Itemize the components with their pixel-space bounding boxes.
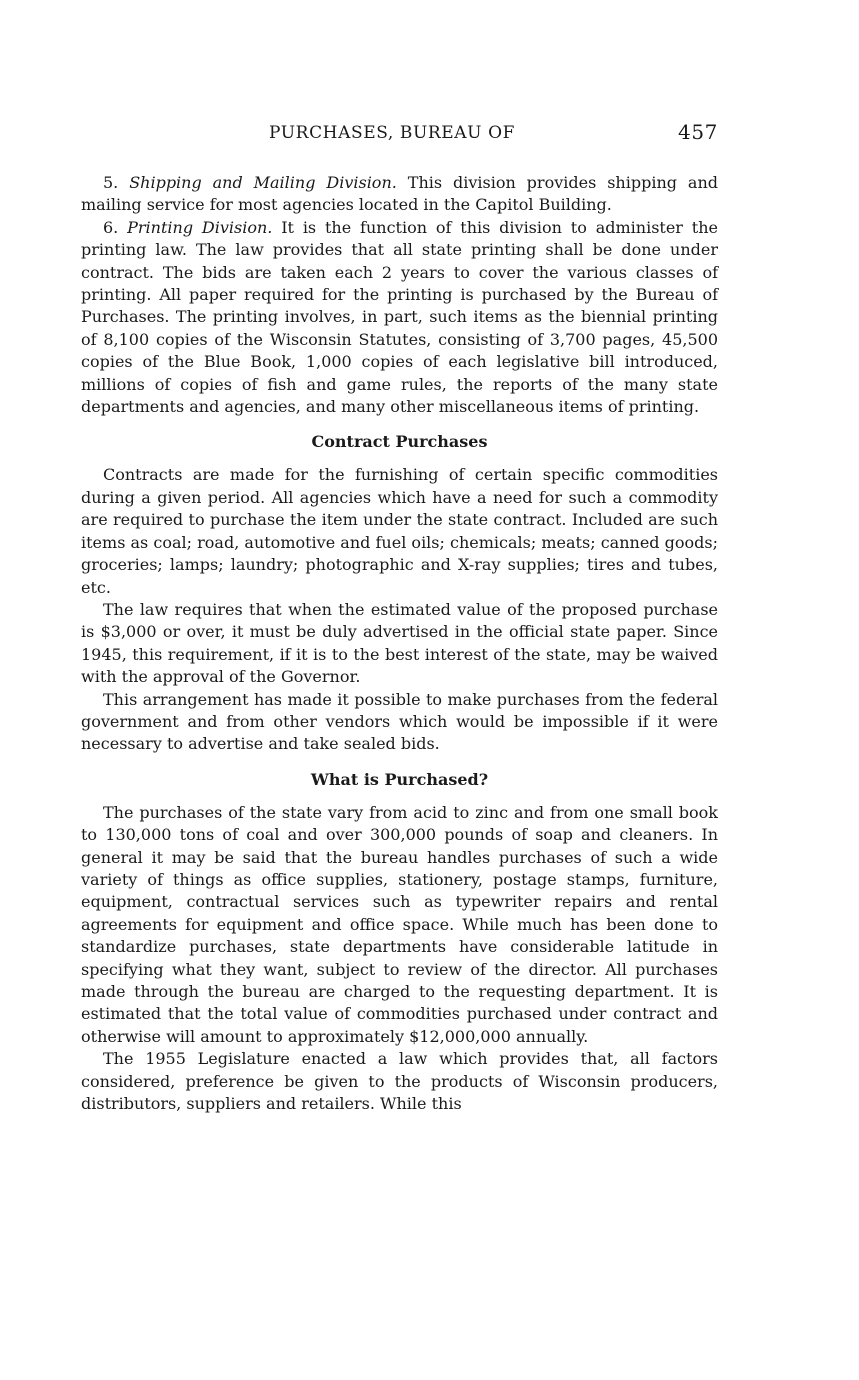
section-heading-what-is-purchased: What is Purchased? — [310, 769, 489, 789]
paragraph-text: It is the function of this division to administer the printing law. The law provides that all state printing shall be done under contract. The bids are taken each 2 years to cover the various classes of printing. All paper required for the printing is purchased by the Bureau of Purchases. The printing involves, in part, such items as the biennial printing of 8,100 copies of the Wisconsin Statutes, consisting of 3,700 pages, 45,500 copies of the Blue Book, 1,000 copies of each legislative bill introduced, millions of copies of fish and game rules, the reports of the many state departments and agencies, and many other miscellaneous items of printing. — [81, 217, 719, 417]
paragraph: The purchases of the state vary from acid to zinc and from one small book to 130,000 tons of coal and over 300,000 pounds of soap and cleaners. In general it may be said that the bureau handles purchases of such a wide variety of things as office supplies, stationery, postage stamps, furniture, equipment, contractual services such as typewriter repairs and rental agreements for equipment and office space. While much has been done to standardize purchases, state departments have considerable latitude in specifying what they want, subject to review of the director. All purchases made through the bureau are charged to the requesting department. It is estimated that the total value of commodities purchased under contract and otherwise will amount to approximately $12,000,000 annually. — [81, 802, 718, 1046]
paragraph: The 1955 Legislature enacted a law which provides that, all factors considered, preference be given to the products of Wisconsin producers, distributors, suppliers and retailers. While this — [81, 1049, 718, 1114]
running-header — [81, 120, 718, 150]
division-heading: Printing Division. — [127, 217, 273, 237]
paragraph: Contracts are made for the furnishing of certain specific commodities during a given period. All agencies which have a need for such a commodity are required to purchase the item under the state contract. Included are such items as coal; road, automotive and fuel oils; chemicals; meats; canned goods; groceries; lamps; laundry; photographic and X-ray supplies; tires and tubes, etc. — [81, 465, 718, 597]
paragraph-text: This division provides shipping and mailing service for most agencies located in the Capitol Building. — [81, 173, 718, 215]
division-heading: Shipping and Mailing Division. — [129, 173, 397, 192]
item-number: 5. — [103, 173, 119, 192]
body-text — [81, 172, 718, 1115]
item-number: 6. — [103, 217, 119, 237]
paragraph-shipping-division — [81, 172, 718, 217]
paragraph-printing-division — [81, 217, 718, 419]
paragraph: The law requires that when the estimated value of the proposed purchase is $3,000 or over, it must be duly advertised in the official state paper. Since 1945, this requirement, if it is to the best interest of the state, may be waived with the approval of the Governor. — [81, 599, 718, 687]
running-head-title: PURCHASES, BUREAU OF — [269, 123, 516, 143]
section-heading-contract-purchases: Contract Purchases — [311, 432, 488, 452]
page-number: 457 — [678, 120, 718, 144]
document-page — [81, 120, 718, 1115]
paragraph: This arrangement has made it possible to make purchases from the federal government and from other vendors which would be impossible if it were necessary to advertise and take sealed bids. — [81, 689, 718, 754]
